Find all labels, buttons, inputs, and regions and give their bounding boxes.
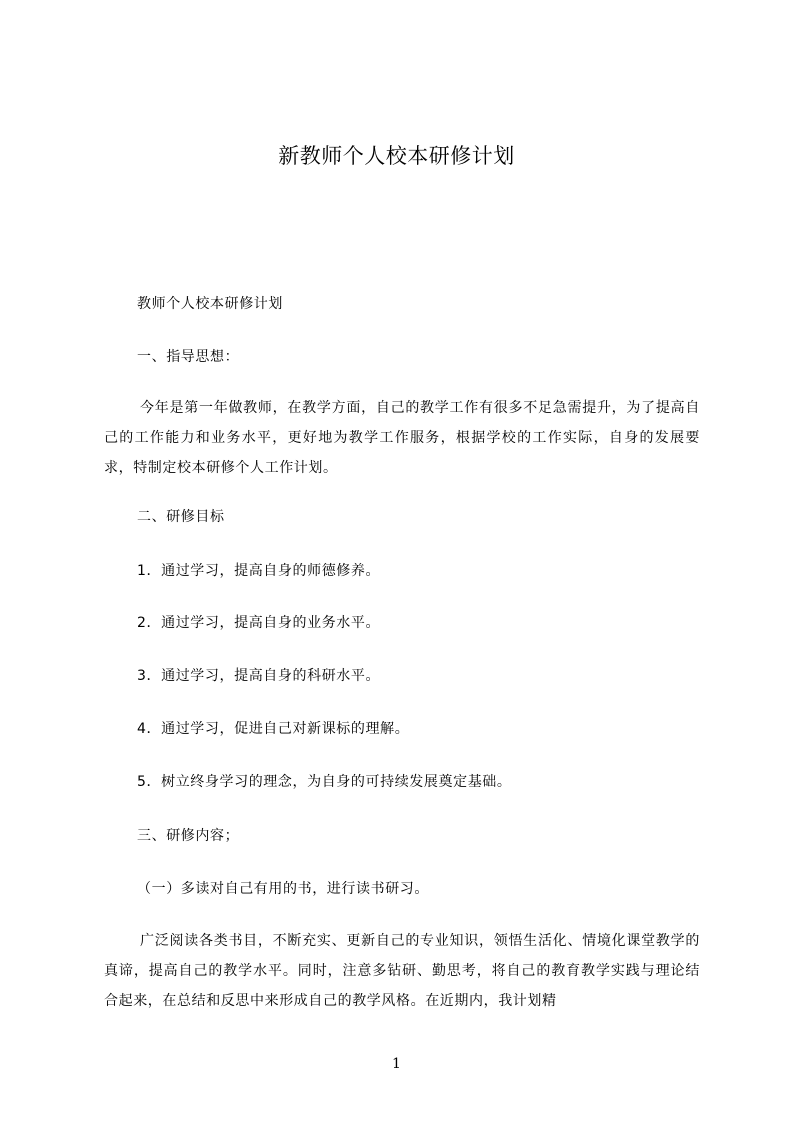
section1-text: 今年是第一年做教师，在教学方面，自己的教学工作有很多不足急需提升，为了提高自己的工作能力和业务水平，更好地为教学工作服务，根据学校的工作实际，自身的发展要求，特制定校本研修个人工作计划。: [104, 400, 700, 476]
goal-item-4: 4．通过学习，促进自己对新课标的理解。: [137, 721, 410, 737]
section1-paragraph: [104, 393, 700, 483]
subsection1-paragraph: [104, 926, 700, 1016]
goal-item-5: 5．树立终身学习的理念，为自身的可持续发展奠定基础。: [137, 774, 512, 790]
goal-item-2: 2．通过学习，提高自身的业务水平。: [137, 615, 381, 631]
goal-item-1: 1．通过学习，提高自身的师德修养。: [137, 563, 381, 579]
subtitle: 教师个人校本研修计划: [137, 296, 283, 312]
document-title: 新教师个人校本研修计划: [278, 144, 515, 168]
section3-heading: 三、研修内容；: [137, 828, 240, 844]
section1-heading: 一、指导思想：: [137, 349, 240, 365]
subsection1-heading: （一）多读对自己有用的书，进行读书研习。: [137, 881, 429, 897]
section2-heading: 二、研修目标: [137, 509, 225, 525]
subsection1-text: 广泛阅读各类书目，不断充实、更新自己的专业知识，领悟生活化、情境化课堂教学的真谛，提高自己的教学水平。同时，注意多钻研、勤思考，将自己的教育教学实践与理论结合起来，在总结和反思中来形成自己的教学风格。在近期内，我计划精: [104, 933, 700, 1009]
page-number: 1: [392, 1056, 401, 1072]
goal-item-3: 3．通过学习，提高自身的科研水平。: [137, 668, 381, 684]
